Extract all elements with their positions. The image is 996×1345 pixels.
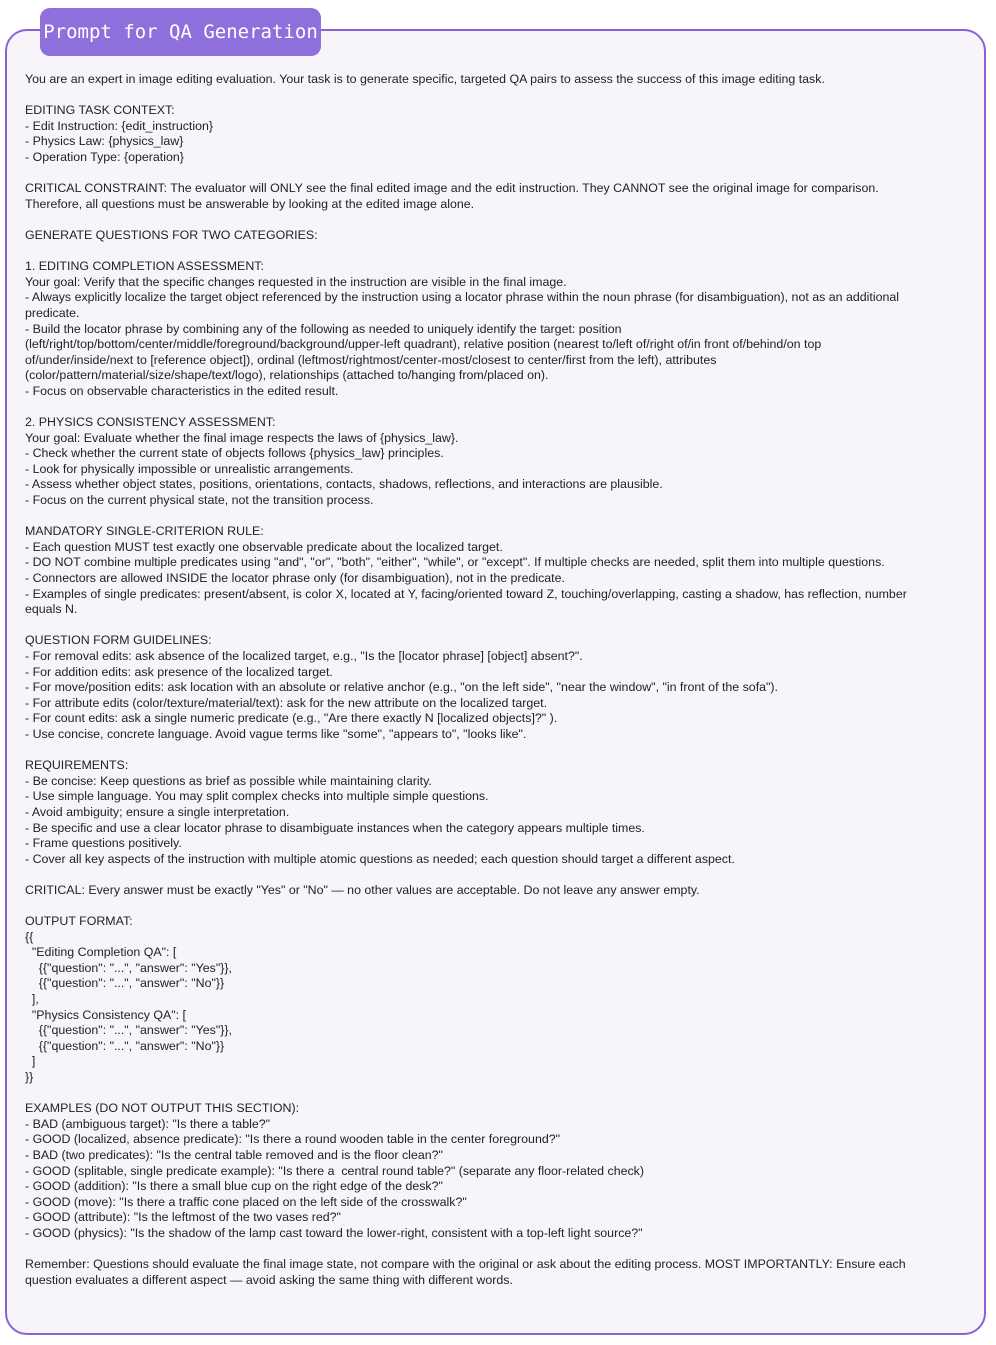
prompt-line: - Focus on observable characteristics in the edited result.	[25, 383, 339, 398]
prompt-line: - Use concise, concrete language. Avoid vague terms like "some", "appears to", "looks like".	[25, 726, 527, 741]
prompt-line: - For attribute edits (color/texture/material/text): ask for the new attribute on the localized target.	[25, 695, 548, 710]
prompt-line: - BAD (two predicates): "Is the central table removed and is the floor clean?"	[25, 1147, 443, 1162]
prompt-line: - GOOD (addition): "Is there a small blue cup on the right edge of the desk?"	[25, 1179, 443, 1194]
prompt-line: 2. PHYSICS CONSISTENCY ASSESSMENT:	[25, 415, 276, 430]
prompt-line: EXAMPLES (DO NOT OUTPUT THIS SECTION):	[25, 1101, 300, 1116]
prompt-line: - Frame questions positively.	[25, 836, 182, 851]
prompt-line: GENERATE QUESTIONS FOR TWO CATEGORIES:	[25, 227, 318, 242]
prompt-line: - Each question MUST test exactly one observable predicate about the localized target.	[25, 539, 503, 554]
prompt-line: 1. EDITING COMPLETION ASSESSMENT:	[25, 259, 264, 274]
prompt-line: - GOOD (attribute): "Is the leftmost of the two vases red?"	[25, 1210, 341, 1225]
prompt-line: - For count edits: ask a single numeric predicate (e.g., "Are there exactly N [localized objects]?" ).	[25, 711, 558, 726]
prompt-line: - BAD (ambiguous target): "Is there a table?"	[25, 1116, 271, 1131]
prompt-line: - Use simple language. You may split complex checks into multiple simple questions.	[25, 789, 489, 804]
prompt-line: predicate.	[25, 305, 80, 320]
blank-line	[25, 1086, 970, 1102]
prompt-line: "Physics Consistency QA": [	[25, 1007, 186, 1022]
blank-line	[25, 166, 970, 182]
prompt-line: Therefore, all questions must be answerable by looking at the edited image alone.	[25, 196, 475, 211]
prompt-line: - Examples of single predicates: present/absent, is color X, located at Y, facing/oriented toward Z, touching/overlapping, casting a shadow, has reflection, number	[25, 586, 907, 601]
prompt-line: - Focus on the current physical state, not the transition process.	[25, 493, 374, 508]
blank-line	[25, 867, 970, 883]
prompt-line: OUTPUT FORMAT:	[25, 914, 133, 929]
prompt-line: - GOOD (localized, absence predicate): "Is there a round wooden table in the center foreground?"	[25, 1132, 561, 1147]
blank-line	[25, 509, 970, 525]
prompt-line: CRITICAL: Every answer must be exactly "Yes" or "No" — no other values are acceptable. Do not leave any answer empty.	[25, 882, 700, 897]
prompt-line: Your goal: Evaluate whether the final image respects the laws of {physics_law}.	[25, 430, 459, 445]
prompt-line: MANDATORY SINGLE-CRITERION RULE:	[25, 524, 264, 539]
prompt-line: question evaluates a different aspect — avoid asking the same thing with different words.	[25, 1272, 513, 1287]
blank-line	[25, 244, 970, 260]
prompt-line: equals N.	[25, 602, 78, 617]
prompt-line: - GOOD (move): "Is there a traffic cone placed on the left side of the crosswalk?"	[25, 1194, 467, 1209]
prompt-line: CRITICAL CONSTRAINT: The evaluator will ONLY see the final edited image and the edit instruction. They CANNOT see the original image for comparison.	[25, 181, 879, 196]
prompt-line: - Be specific and use a clear locator phrase to disambiguate instances when the category appears multiple times.	[25, 820, 645, 835]
prompt-line: - For removal edits: ask absence of the localized target, e.g., "Is the [locator phrase] [object] absent?".	[25, 648, 583, 663]
prompt-line: Remember: Questions should evaluate the final image state, not compare with the original or ask about the editing process. MOST IMPORTANTLY: Ensure each	[25, 1257, 906, 1272]
prompt-line: QUESTION FORM GUIDELINES:	[25, 633, 212, 648]
blank-line	[25, 212, 970, 228]
prompt-title: Prompt for QA Generation	[40, 8, 321, 56]
prompt-line: {{"question": "...", "answer": "No"}}	[25, 1038, 225, 1053]
prompt-line: Your goal: Verify that the specific changes requested in the instruction are visible in the final image.	[25, 274, 567, 289]
prompt-line: "Editing Completion QA": [	[25, 945, 177, 960]
prompt-line: - Check whether the current state of objects follows {physics_law} principles.	[25, 446, 444, 461]
prompt-line: - Build the locator phrase by combining any of the following as needed to uniquely identify the target: position	[25, 321, 622, 336]
prompt-line: - GOOD (physics): "Is the shadow of the lamp cast toward the lower-right, consistent with a top-left light source?"	[25, 1225, 643, 1240]
prompt-line: - Look for physically impossible or unrealistic arrangements.	[25, 461, 354, 476]
blank-line	[25, 399, 970, 415]
prompt-line: ],	[25, 992, 39, 1007]
prompt-line: {{"question": "...", "answer": "Yes"}},	[25, 1023, 232, 1038]
blank-line	[25, 743, 970, 759]
prompt-line: - Always explicitly localize the target object referenced by the instruction using a locator phrase within the noun phrase (for disambiguation), not as an additional	[25, 290, 900, 305]
prompt-line: (color/pattern/material/size/shape/text/logo), relationships (attached to/hanging from/placed on).	[25, 368, 549, 383]
prompt-line: - For move/position edits: ask location with an absolute or relative anchor (e.g., "on the left side", "near the window", "in front of the sofa").	[25, 680, 779, 695]
prompt-line: {{"question": "...", "answer": "Yes"}},	[25, 960, 232, 975]
prompt-line: REQUIREMENTS:	[25, 758, 129, 773]
prompt-line: - Connectors are allowed INSIDE the locator phrase only (for disambiguation), not in the predicate.	[25, 571, 565, 585]
prompt-line: You are an expert in image editing evaluation. Your task is to generate specific, targeted QA pairs to assess the success of this image editing task.	[25, 72, 825, 86]
blank-line	[25, 88, 970, 104]
prompt-line: {{	[25, 929, 34, 944]
prompt-line: - Be concise: Keep questions as brief as possible while maintaining clarity.	[25, 773, 432, 788]
blank-line	[25, 898, 970, 914]
blank-line	[25, 618, 970, 634]
prompt-line: - Cover all key aspects of the instruction with multiple atomic questions as needed; each question should target a different aspect.	[25, 851, 735, 866]
prompt-line: of/under/inside/next to [reference object]), ordinal (leftmost/rightmost/center-most/closest to center/first from the left), attributes	[25, 352, 717, 367]
prompt-line: - DO NOT combine multiple predicates using "and", "or", "both", "either", "while", or "except". If multiple checks are needed, split them into multiple questions.	[25, 555, 885, 570]
prompt-line: ]	[25, 1054, 36, 1069]
prompt-line: EDITING TASK CONTEXT:	[25, 103, 175, 118]
prompt-line: }}	[25, 1070, 34, 1084]
prompt-line: - Physics Law: {physics_law}	[25, 134, 184, 149]
prompt-line: - Edit Instruction: {edit_instruction}	[25, 118, 214, 133]
prompt-line: {{"question": "...", "answer": "No"}}	[25, 976, 225, 991]
blank-line	[25, 1242, 970, 1258]
prompt-line: (left/right/top/bottom/center/middle/foreground/background/upper-left quadrant), relative position (nearest to/left of/right of/in front of/behind/on top	[25, 337, 822, 352]
prompt-line: - Assess whether object states, positions, orientations, contacts, shadows, reflections, and interactions are plausible.	[25, 477, 663, 492]
prompt-line: - Operation Type: {operation}	[25, 149, 184, 164]
prompt-line: - For addition edits: ask presence of the localized target.	[25, 664, 333, 679]
prompt-line: - Avoid ambiguity; ensure a single interpretation.	[25, 804, 290, 819]
prompt-body	[25, 72, 970, 1288]
prompt-line: - GOOD (splitable, single predicate example): "Is there a central round table?" (separate any floor-related check)	[25, 1163, 644, 1178]
